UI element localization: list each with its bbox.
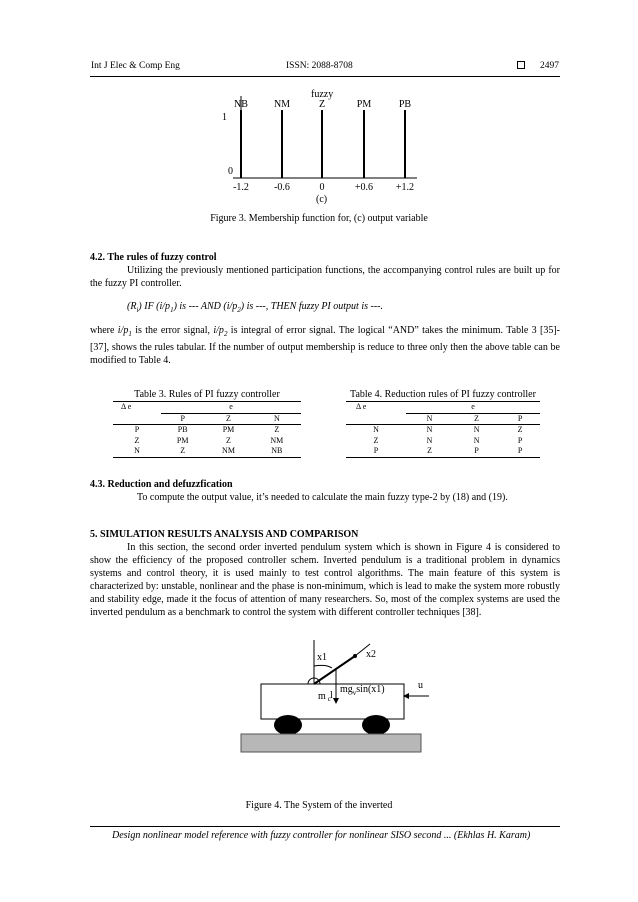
table-title: Table 4. Reduction rules of PI fuzzy controller <box>346 388 540 402</box>
set-label-pm: PM <box>356 99 372 110</box>
label-input: u <box>418 680 423 691</box>
paragraph: In this section, the second order inverted pendulum system which is shown in Figure 4 is considered to show the efficiency of the proposed controller schem. Inverted pendulum is a traditional problem in dynamics systems and control theory, it is used mainly to test control algorithms. The main feature of this system is characterized by: unstable, nonlinear and the phase is non-minimum, which is lead to make the system more robustly and stability edge, made it the focus of attention of many researchers. So, most of the complex systems are used the inverted pendulum as a benchmark to control the system with different controller techniques [38]. <box>90 542 560 618</box>
col-header: P <box>500 413 540 425</box>
pendulum-mass <box>353 654 357 658</box>
ground <box>241 734 421 752</box>
label-x2: x2 <box>366 649 376 660</box>
y-tick-1: 1 <box>222 112 227 123</box>
label-cart-mass: m $_c$ <box>318 691 331 703</box>
x-tick-label: +0.6 <box>354 182 374 193</box>
membership-function-figure <box>205 86 440 206</box>
paragraph: where $i/p_1$ is the error signal, $i/p_2$ is integral of error signal. The logical “AND” takes the minimum. Table 3 [35]-[37], shows the rules tabular. If the number of output membership is reduce to three only then the above table can be modified to Table 4. <box>90 325 560 366</box>
angle-arc <box>314 665 332 668</box>
table-row: Z N N P <box>373 435 523 445</box>
paragraph: To compute the output value, it’s needed to calculate the main fuzzy type-2 by (18) and (19). <box>137 492 508 503</box>
rule-statement: $(R_i)$ IF $(i/p_1)$ is --- AND $(i/p_2)$ is ---, THEN fuzzy PI output is ---. <box>127 301 383 314</box>
set-label-nm: NM <box>273 99 291 110</box>
label-length: l <box>330 690 333 701</box>
table-e-label: e <box>471 402 475 411</box>
table-3 <box>113 388 301 458</box>
checkbox-glyph <box>517 61 525 69</box>
set-label-pb: PB <box>398 99 412 110</box>
table-row: P PB PM Z <box>134 425 280 434</box>
col-header: Z <box>204 413 252 425</box>
page-number: 2497 <box>540 61 559 71</box>
footer-citation: Design nonlinear model reference with fuzzy controller for nonlinear SISO second ... (Ekhlas H. Karam) <box>112 830 531 841</box>
header-rule <box>90 76 560 77</box>
col-header: P <box>161 413 204 425</box>
wheel <box>274 715 302 735</box>
x-tick-label: -0.6 <box>274 182 290 193</box>
col-header: N <box>253 413 301 425</box>
x-tick-label: -1.2 <box>233 182 249 193</box>
issn: ISSN: 2088-8708 <box>286 61 353 71</box>
figure3-caption: Figure 3. Membership function for, (c) output variable <box>210 213 428 224</box>
section-heading-4-2: 4.2. The rules of fuzzy control <box>90 252 217 263</box>
x-tick-label: +1.2 <box>395 182 415 193</box>
figure4-caption: Figure 4. The System of the inverted <box>245 800 393 811</box>
set-label-z: Z <box>318 99 326 110</box>
table-row: P Z P P <box>346 446 540 457</box>
journal-name: Int J Elec & Comp Eng <box>91 61 180 71</box>
label-force: $mg_v\sin(x1)$ <box>340 684 385 697</box>
y-tick-0: 0 <box>228 166 233 177</box>
col-header: N <box>406 413 453 425</box>
table-row: N N N Z <box>373 425 523 434</box>
table-4 <box>346 388 540 458</box>
table-e-label: e <box>229 402 233 411</box>
fig3-sublabel: (c) <box>316 194 328 205</box>
col-header: Z <box>453 413 500 425</box>
section-heading-5: 5. SIMULATION RESULTS ANALYSIS AND COMPARISON <box>90 529 359 540</box>
wheel <box>362 715 390 735</box>
table-corner: Δ e <box>121 402 132 412</box>
table-corner: Δ e <box>356 402 367 412</box>
fig3-title: fuzzy <box>311 89 334 100</box>
inverted-pendulum-figure <box>236 640 436 780</box>
footer-rule <box>90 826 560 827</box>
x-tick-label: 0 <box>319 182 325 193</box>
set-label-nb: NB <box>234 99 248 110</box>
paragraph: Utilizing the previously mentioned participation functions, the accompanying control rules are built up for the fuzzy PI controller. <box>90 265 560 289</box>
label-x1: x1 <box>317 652 327 663</box>
section-heading-4-3: 4.3. Reduction and defuzzfication <box>90 479 233 490</box>
table-title: Table 3. Rules of PI fuzzy controller <box>113 388 301 402</box>
table-row: N Z NM NB <box>113 446 301 457</box>
table-row: Z PM Z NM <box>134 435 284 445</box>
